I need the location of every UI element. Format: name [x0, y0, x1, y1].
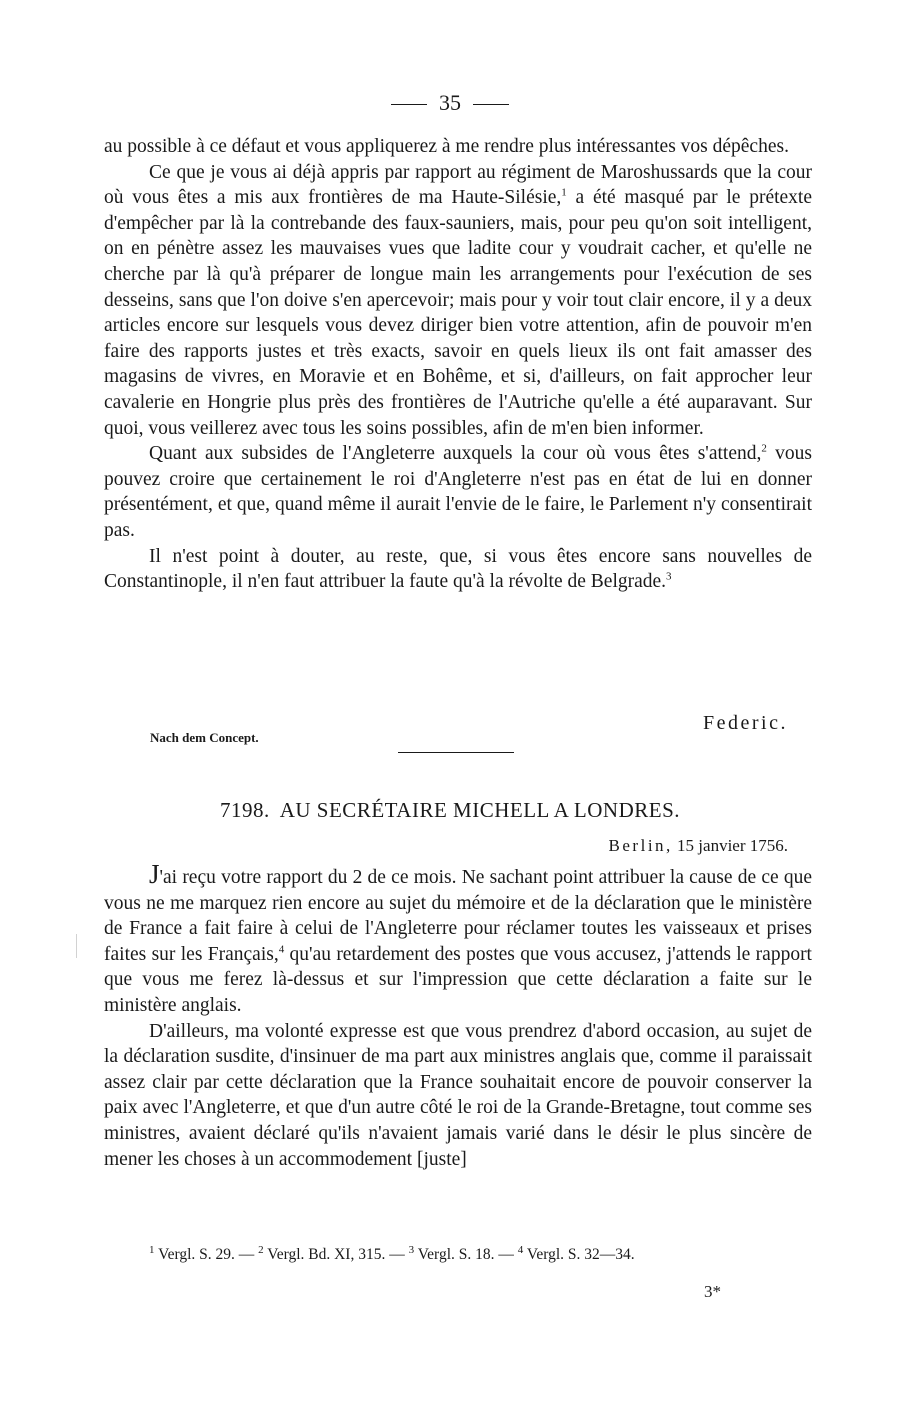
paragraph [104, 544, 812, 595]
running-head-rule-left [391, 104, 427, 105]
footnote-ref: 2 [761, 442, 767, 455]
paragraph-text: a été masqué par le prétexte d'empêcher par là la contrebande des faux-sauniers, mais, pour peu qu'on soit intelligent, on en pénètre assez les mauvaises vues que ladite cour y voudrait cacher, et qu'elle ne cherche par là qu'à préparer de longue main les arrangements pour l'exécution de ses desseins, sans que l'on doive s'en apercevoir; mais pour y voir tout clair encore, il y a deux articles encore sur lesquels vous devez diriger bien votre attention, afin de pouvoir m'en faire des rapports justes et très exacts, savoir en quels lieux ils ont fait amasser des magasins de vivres, en Moravie et en Bohême, et si, d'ailleurs, on fait approcher leur cavalerie en Hongrie plus près des frontières de l'Autriche qu'elle a été auparavant. Sur quoi, vous veillerez avec tous les soins possibles, afin de m'en bien informer. [104, 187, 813, 439]
paragraph-text: 'ai reçu votre rapport du 2 de ce mois. Ne sachant point attribuer la cause de ce que vous ne me marquez rien encore au sujet du mémoire et de la déclaration que le ministère de France a fait faire à celui de l'Angleterre pour réclamer toutes les vaisseaux et prises faites sur les Français, [104, 867, 812, 965]
dateline-place: Berlin, [608, 836, 673, 855]
paragraph [104, 441, 812, 543]
printer-signature-mark: 3* [704, 1282, 721, 1301]
footnote-text: Vergl. S. 32—34. [523, 1246, 635, 1263]
dateline [609, 836, 788, 856]
paragraph-text: Quant aux subsides de l'Angleterre auxquels la cour où vous êtes s'attend, [149, 443, 762, 465]
footnote-ref: 3 [666, 570, 672, 583]
paragraph [104, 1019, 812, 1173]
section-number: 7198. [219, 798, 270, 822]
footnote [517, 1243, 635, 1263]
footnote-mark: 1 [149, 1243, 155, 1256]
footnote-mark: 4 [517, 1243, 524, 1256]
paragraph-text: D'ailleurs, ma volonté expresse est que vous prendrez d'abord occasion, au sujet de la déclaration susdite, d'insinuer de ma part aux ministres anglais que, comme il paraissait assez clair par cette déclaration que la France souhaitait encore de pouvoir conserver la paix avec l'Angleterre, et que d'un autre côté le roi de la Grande-Bretagne, tout comme ses ministres, avaient déclaré qu'ils n'avaient jamais varié dans le désir le plus sincère de mener les choses à un accommodement [juste] [104, 1020, 812, 1170]
paragraph-text: Ce que je vous ai déjà appris par rapport au régiment de Maroshussards que la cour où vous êtes a mis aux frontières de ma Haute-Silésie, [104, 161, 812, 209]
paragraph [104, 160, 812, 442]
footnote-separator: — [494, 1246, 518, 1263]
footnote-text: Vergl. Bd. XI, 315. [263, 1246, 386, 1263]
dateline-date: 15 janvier 1756. [677, 836, 788, 855]
footnote-separator: — [234, 1246, 259, 1263]
paragraph [104, 859, 812, 1019]
letter-body [104, 859, 812, 1172]
footnote-text: Vergl. S. 29. [154, 1246, 235, 1263]
source-note: Nach dem Concept. [150, 730, 259, 745]
paragraph [104, 134, 812, 160]
paragraph-text: Il n'est point à douter, au reste, que, si vous êtes encore sans nouvelles de Constantinople, il n'en faut attribuer la faute qu'à la révolte de Belgrade. [104, 545, 812, 593]
letter-continuation [104, 134, 812, 595]
footnotes [104, 1244, 812, 1266]
paragraph-text: au possible à ce défaut et vous appliquerez à me rendre plus intéressantes vos dépêches. [104, 136, 789, 157]
footnote-ref: 4 [278, 943, 285, 956]
section-heading [0, 798, 900, 823]
footnote [258, 1243, 386, 1263]
scan-speck [76, 934, 77, 958]
footnote [408, 1243, 495, 1263]
footnote [149, 1243, 235, 1263]
running-head-rule-right [473, 104, 509, 105]
section-title: AU SECRÉTAIRE MICHELL A LONDRES. [279, 798, 681, 822]
page-number: 35 [439, 90, 461, 115]
section-separator [398, 752, 514, 753]
footnote-text: Vergl. S. 18. [414, 1246, 495, 1263]
footnote-mark: 2 [258, 1243, 264, 1256]
paragraph-text: vous pouvez croire que certainement le roi d'Angleterre n'est pas en état de lui en donner présentément, et que, quand même il aurait l'envie de le faire, le Parlement n'y consentirait pas. [104, 443, 812, 541]
drop-cap: J [149, 859, 160, 889]
running-head [0, 90, 900, 116]
paragraph-text: qu'au retardement des postes que vous accusez, j'attends le rapport que vous me ferez là-dessus et sur l'impression que cette déclaration a faite sur le ministère anglais. [104, 943, 812, 1016]
signature: Federic. [703, 712, 788, 734]
footnote-ref: 1 [561, 186, 567, 199]
footnote-separator: — [385, 1246, 409, 1263]
footnote-mark: 3 [408, 1243, 415, 1256]
